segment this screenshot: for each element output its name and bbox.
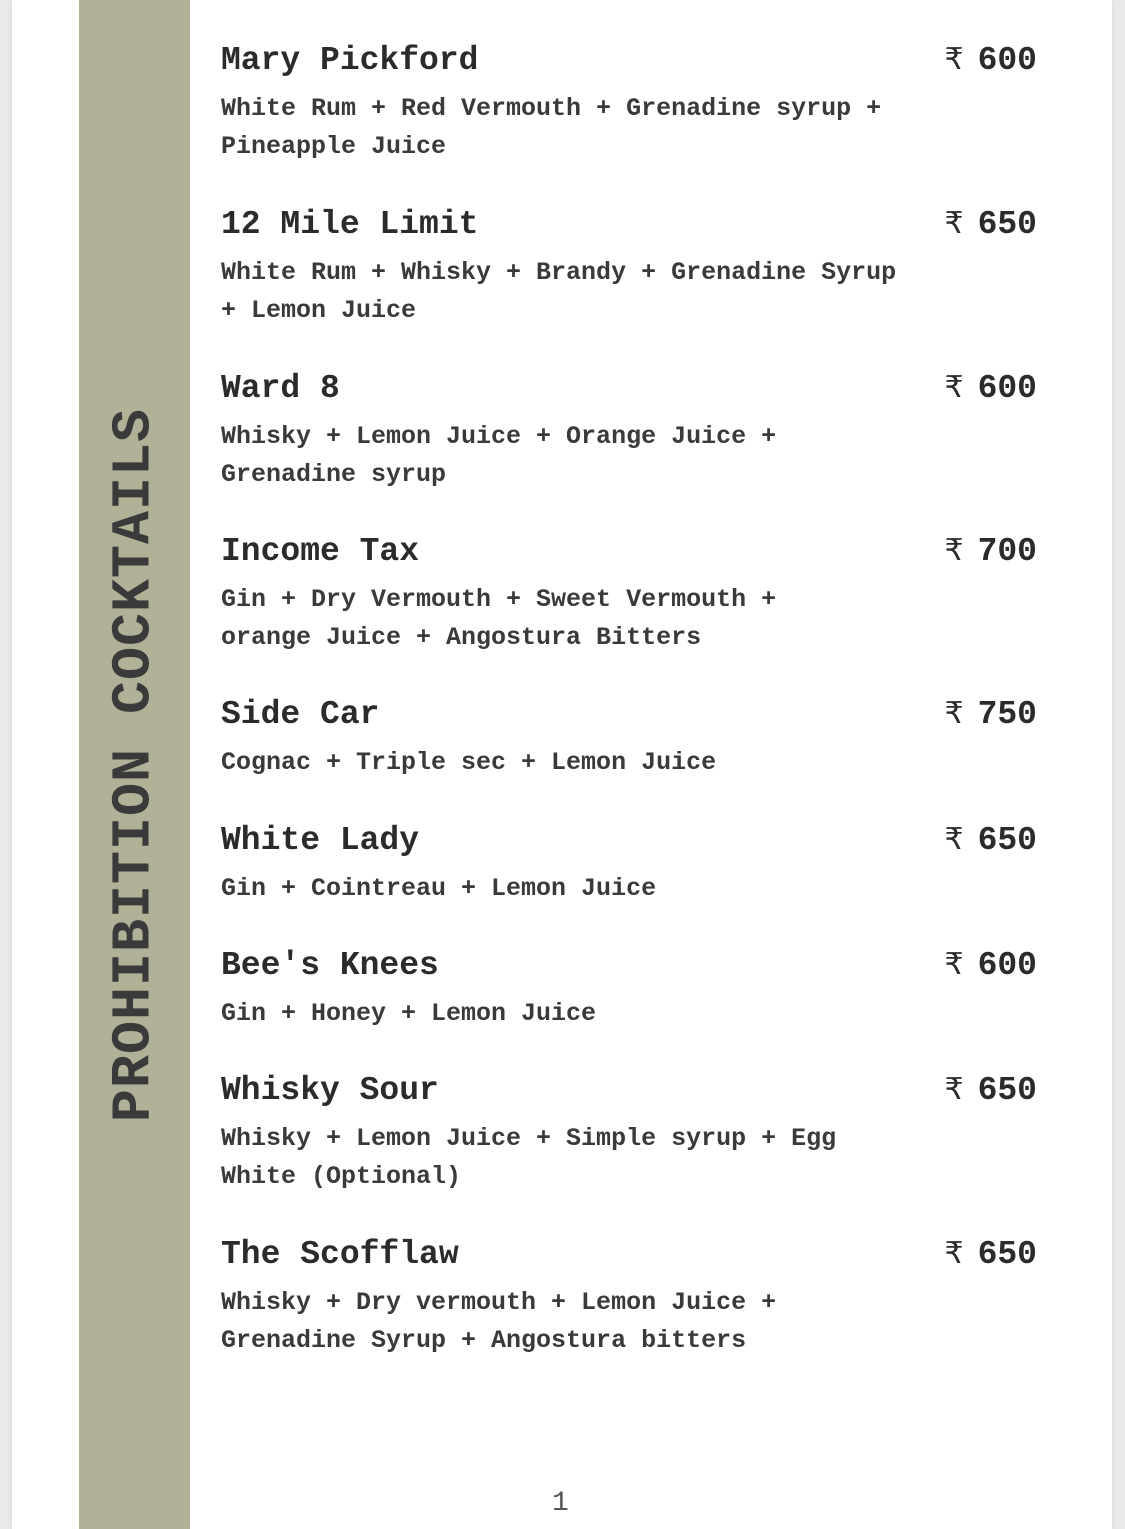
item-name: Mary Pickford [221, 42, 479, 79]
price-value: 700 [977, 533, 1037, 570]
item-name: White Lady [221, 822, 420, 859]
item-price [944, 370, 1037, 407]
description-line: White (Optional) [221, 1162, 462, 1191]
description-line: White Rum + Red Vermouth + Grenadine syrup + [221, 94, 882, 123]
menu-item-side-car [221, 696, 1037, 782]
menu-item-whisky-sour [221, 1072, 1037, 1196]
item-description [221, 581, 1021, 657]
page-number: 1 [552, 1488, 569, 1519]
item-description [221, 995, 1021, 1033]
menu-item-white-lady [221, 822, 1037, 908]
rupee-icon: ₹ [944, 696, 964, 731]
description-line: Gin + Cointreau + Lemon Juice [221, 874, 657, 903]
description-line: Whisky + Dry vermouth + Lemon Juice + [221, 1288, 777, 1317]
item-description [221, 744, 1021, 782]
price-value: 600 [977, 370, 1037, 407]
price-value: 650 [977, 206, 1037, 243]
price-value: 650 [977, 1236, 1037, 1273]
menu-item-mary-pickford [221, 42, 1037, 166]
description-line: + Lemon Juice [221, 296, 417, 325]
item-price [944, 696, 1037, 733]
item-name: Ward 8 [221, 370, 340, 407]
item-description [221, 1284, 1021, 1360]
description-line: Pineapple Juice [221, 132, 447, 161]
description-line: Grenadine Syrup + Angostura bitters [221, 1326, 747, 1355]
item-price [944, 822, 1037, 859]
price-value: 750 [977, 696, 1037, 733]
menu-item-12-mile-limit [221, 206, 1037, 330]
item-price [944, 1236, 1037, 1273]
price-value: 650 [977, 1072, 1037, 1109]
item-price [944, 206, 1037, 243]
rupee-icon: ₹ [944, 1072, 964, 1107]
item-price [944, 1072, 1037, 1109]
item-name: Whisky Sour [221, 1072, 439, 1109]
rupee-icon: ₹ [944, 370, 964, 405]
rupee-icon: ₹ [944, 947, 964, 982]
item-description [221, 870, 1021, 908]
menu-item-bees-knees [221, 947, 1037, 1033]
price-value: 600 [977, 947, 1037, 984]
item-description [221, 418, 1021, 494]
item-price [944, 533, 1037, 570]
item-name: The Scofflaw [221, 1236, 459, 1273]
description-line: Gin + Dry Vermouth + Sweet Vermouth + [221, 585, 777, 614]
item-name: Side Car [221, 696, 380, 733]
item-price [944, 42, 1037, 79]
description-line: Whisky + Lemon Juice + Simple syrup + Egg [221, 1124, 837, 1153]
rupee-icon: ₹ [944, 42, 964, 77]
description-line: White Rum + Whisky + Brandy + Grenadine Syrup [221, 258, 897, 287]
item-name: 12 Mile Limit [221, 206, 479, 243]
rupee-icon: ₹ [944, 206, 964, 241]
menu-item-the-scofflaw [221, 1236, 1037, 1360]
item-name: Income Tax [221, 533, 420, 570]
section-title: PROHIBITION COCKTAILS [102, 407, 166, 1123]
price-value: 650 [977, 822, 1037, 859]
item-name: Bee's Knees [221, 947, 439, 984]
description-line: orange Juice + Angostura Bitters [221, 623, 702, 652]
rupee-icon: ₹ [944, 1236, 964, 1271]
price-value: 600 [977, 42, 1037, 79]
item-price [944, 947, 1037, 984]
description-line: Grenadine syrup [221, 460, 447, 489]
item-description [221, 254, 1021, 330]
description-line: Gin + Honey + Lemon Juice [221, 999, 597, 1028]
menu-item-income-tax [221, 533, 1037, 657]
item-description [221, 90, 1021, 166]
description-line: Cognac + Triple sec + Lemon Juice [221, 748, 717, 777]
item-description [221, 1120, 1021, 1196]
description-line: Whisky + Lemon Juice + Orange Juice + [221, 422, 777, 451]
rupee-icon: ₹ [944, 533, 964, 568]
rupee-icon: ₹ [944, 822, 964, 857]
menu-item-ward-8 [221, 370, 1037, 494]
